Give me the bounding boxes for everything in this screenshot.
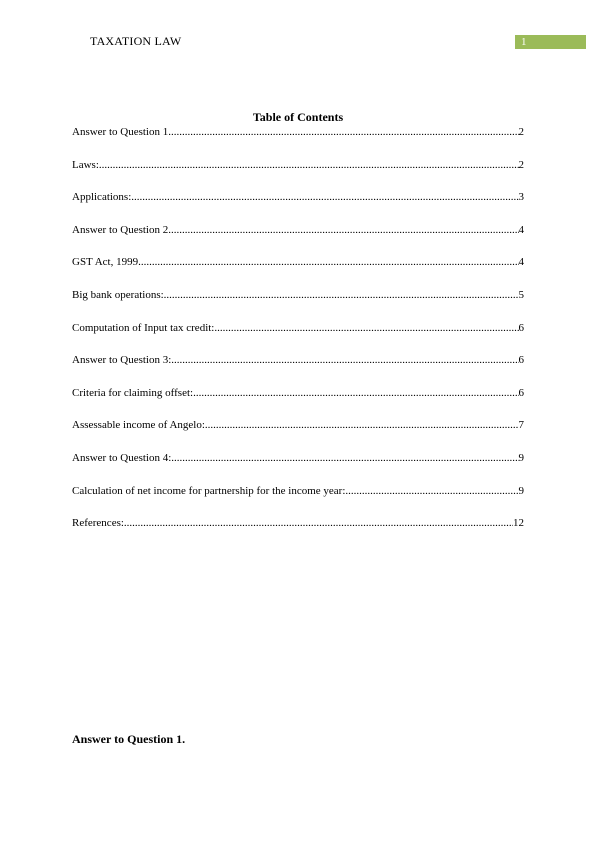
toc-dot-leader bbox=[168, 125, 518, 139]
toc-dot-leader bbox=[171, 451, 518, 465]
toc-entry-title: Computation of Input tax credit: bbox=[72, 321, 215, 334]
toc-entry[interactable] bbox=[72, 321, 524, 354]
toc-dot-leader bbox=[99, 158, 519, 172]
toc-entry-page: 3 bbox=[518, 191, 524, 204]
page-number: 1 bbox=[521, 36, 527, 48]
toc-dot-leader bbox=[124, 516, 513, 530]
toc-entry-page: 5 bbox=[518, 288, 524, 301]
toc-entry-page: 7 bbox=[518, 419, 524, 432]
toc-entry-title: Applications: bbox=[72, 191, 132, 204]
toc-entry-page: 12 bbox=[513, 517, 524, 530]
toc-entry[interactable] bbox=[72, 223, 524, 256]
toc-entry[interactable] bbox=[72, 158, 524, 191]
toc-entry-page: 9 bbox=[518, 484, 524, 497]
toc-entry[interactable] bbox=[72, 418, 524, 451]
toc-dot-leader bbox=[131, 190, 518, 204]
toc-entry-title: Assessable income of Angelo: bbox=[72, 419, 205, 432]
section-heading: Answer to Question 1. bbox=[72, 732, 186, 746]
toc-entry-title: Answer to Question 2 bbox=[72, 223, 169, 236]
toc-entry-title: References: bbox=[72, 517, 124, 530]
toc-dot-leader bbox=[164, 288, 519, 302]
toc-entry[interactable] bbox=[72, 353, 524, 386]
toc-entry-page: 4 bbox=[518, 256, 524, 269]
page-number-badge bbox=[515, 35, 586, 49]
toc-entry-page: 2 bbox=[518, 158, 524, 171]
toc-entry-page: 6 bbox=[518, 354, 524, 367]
toc-heading: Table of Contents bbox=[252, 110, 344, 124]
toc-dot-leader bbox=[205, 418, 519, 432]
toc-dot-leader bbox=[138, 255, 518, 269]
table-of-contents bbox=[72, 125, 524, 549]
toc-dot-leader bbox=[214, 321, 518, 335]
toc-entry-title: Laws: bbox=[72, 158, 99, 171]
toc-entry-title: Answer to Question 1 bbox=[72, 126, 169, 138]
toc-entry-page: 9 bbox=[518, 451, 524, 464]
toc-entry-title: Answer to Question 4: bbox=[72, 451, 172, 464]
toc-entry-title: GST Act, 1999 bbox=[72, 256, 139, 269]
toc-entry[interactable] bbox=[72, 288, 524, 321]
toc-dot-leader bbox=[168, 223, 518, 237]
toc-entry-title: Answer to Question 3: bbox=[72, 354, 172, 367]
toc-entry[interactable] bbox=[72, 484, 524, 517]
toc-entry-page: 2 bbox=[518, 126, 524, 138]
toc-entry[interactable] bbox=[72, 386, 524, 419]
toc-entry-title: Calculation of net income for partnership for the income year: bbox=[72, 484, 346, 497]
toc-entry-title: Big bank operations: bbox=[72, 288, 164, 301]
toc-entry[interactable] bbox=[72, 125, 524, 158]
toc-entry-page: 6 bbox=[518, 386, 524, 399]
toc-entry[interactable] bbox=[72, 255, 524, 288]
toc-dot-leader bbox=[171, 353, 518, 367]
toc-entry-title: Criteria for claiming offset: bbox=[72, 386, 194, 399]
toc-entry[interactable] bbox=[72, 190, 524, 223]
running-header-title: TAXATION LAW bbox=[90, 34, 182, 48]
toc-dot-leader bbox=[345, 484, 518, 498]
toc-entry[interactable] bbox=[72, 516, 524, 549]
toc-entry-page: 4 bbox=[518, 223, 524, 236]
toc-entry[interactable] bbox=[72, 451, 524, 484]
toc-dot-leader bbox=[193, 386, 518, 400]
toc-entry-page: 6 bbox=[518, 321, 524, 334]
